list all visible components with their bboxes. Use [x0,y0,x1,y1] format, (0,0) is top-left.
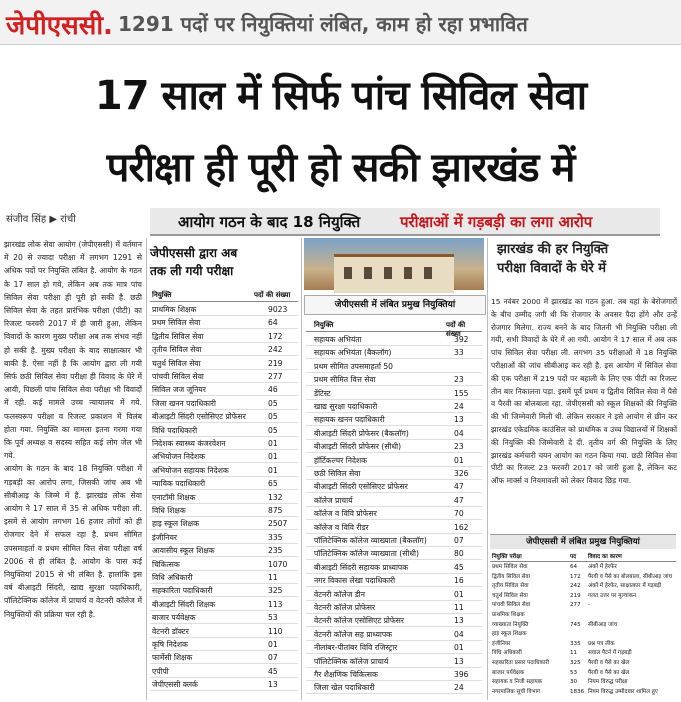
header-value: पदों की संख्या [254,291,291,299]
row-name: बीआइटी सिंदरी एसोसिएट प्रोफेसर [314,482,408,492]
row-exam: विधि अधिकारी [492,650,522,657]
table-row [490,621,676,630]
row-name: कॉलेज व विवि प्रोफेसर [314,509,377,519]
row-dispute: सीबीआइ जांच [588,621,618,628]
row-value: 242 [268,345,283,355]
title-line: जेपीएससी द्वारा अब [150,246,238,260]
row-exam: प्रथम सिविल सेवा [492,564,528,570]
table-row [490,640,676,649]
row-name: हाइ स्कूल शिक्षक [152,519,199,529]
kicker-tag: जेपीएससी. [6,11,113,41]
row-name: बीआइटी सिंदरी शिक्षक [152,599,216,609]
table-row [306,347,482,359]
row-value: 113 [268,599,283,609]
row-value: 396 [454,670,469,679]
table-row [150,358,298,370]
conducted-exams-table [150,238,298,700]
row-name: वेटनरी कॉलेज डीन [314,589,365,599]
disputes-table-title: जेपीएससी में लंबित प्रमुख नियुक्तियां [490,534,676,549]
row-posts: 30 [570,679,578,686]
row-name: अभियोजन सहायक निदेशक [152,465,229,475]
row-value: 155 [454,388,469,398]
header-posts: पद [570,554,577,560]
conducted-exams-title [150,244,298,280]
column-divider [301,238,302,700]
row-name: वेटनरी डॉक्टर [152,626,189,636]
row-exam: सहकारिता प्रसार पदाधिकारी [492,660,550,666]
row-value: 47 [454,482,464,492]
row-name: पॉलिटेक्निक कॉलेज व्याख्याता (सीधी) [314,549,419,559]
row-name: तृतीय सिविल सेवा [152,345,202,355]
table-row [306,481,482,493]
row-name: सिविल जज जूनियर [152,385,206,395]
row-value: 9023 [268,305,288,314]
header-value: पदों की संख्या [446,321,466,338]
table-row [306,508,482,520]
header-name: नियुक्ति [314,321,334,329]
row-name: न्यायिक पदाधिकारी [152,479,206,489]
title-line: तक ली गयी परीक्षा [150,264,234,278]
table-header [490,552,676,562]
table-row [306,522,482,534]
row-value: 05 [268,398,278,408]
row-value: 24 [454,683,464,693]
row-value: 01 [268,640,278,649]
table-row [150,304,298,316]
table-row [306,495,482,507]
table-row [150,331,298,343]
row-dispute: नियम विरुद्ध उम्मीदवार शामिल हुए [588,688,658,695]
row-name: चिकित्सक [152,559,180,569]
table-row [306,468,482,480]
row-value: 325 [268,586,283,596]
table-header [306,321,482,338]
row-name: एपीपी [152,666,169,676]
row-name: प्रथम सिविल सेवा [152,318,201,328]
row-dispute: पैरवी व पैसे का बोलबाला, सीबीआइ जांच [588,573,673,580]
row-name: कृषि निदेशक [152,640,188,649]
row-value: 05 [268,412,278,422]
row-value: 392 [454,335,469,344]
table-row [306,361,482,373]
row-name: चतुर्थ सिविल सेवा [152,358,201,368]
row-name: बीआइटी सिंदरी सहायक प्राध्यापक [314,562,409,572]
row-exam: बाजार पर्यवेक्षक [492,669,525,676]
row-value: 23 [454,375,464,385]
row-name: पांचवी सिविल सेवा [152,372,204,381]
row-name: वेटनरी कॉलेज सह प्राध्यापक [314,629,392,639]
row-exam: तृतीय सिविल सेवा [492,583,529,590]
table-row [150,398,298,410]
row-name: वेटनरी कॉलेज एसोसिएट प्रोफेसर [314,616,404,626]
row-value: 07 [454,536,464,545]
row-name: जेपीएससी क्लर्क [152,680,198,690]
row-name: बीआइटी सिंदरी एसोसिएट प्रोफेसर [152,412,246,422]
table-row [490,582,676,591]
row-name: पॉलिटेक्निक कॉलेज प्राचार्य [314,656,389,666]
jpsc-building-photo [304,238,484,290]
row-dispute: पैरवी व पैसे का खेल [588,669,630,676]
row-value: 33 [454,348,464,358]
table-row [490,573,676,582]
table-row [490,611,676,620]
row-value: 326 [454,469,469,478]
row-value: 11 [268,573,278,582]
table-row [150,626,298,638]
row-name: वेटनरी कॉलेज प्रोफेसर [314,603,376,612]
table-row [306,455,482,467]
row-value: 2507 [268,519,288,529]
row-value: 70 [454,509,464,519]
row-name: गैर शैक्षणिक चिकित्सक [314,670,378,679]
table-row [306,589,482,601]
row-value: 04 [454,629,464,639]
row-value: 13 [268,680,278,690]
row-name: हॉर्टिकल्चर निदेशक [314,455,367,465]
row-dispute: - [588,602,591,609]
row-value: 110 [268,626,283,636]
row-name: नगर विकास लेखा पदाधिकारी [314,576,396,586]
table-row [306,602,482,614]
row-exam: व्याख्याता नियुक्ति [492,621,529,628]
table-row [306,669,482,681]
row-value: 335 [268,532,283,542]
row-dispute: प्रश्न पत्र लीक [588,640,615,647]
right-column-title [497,240,677,278]
strap-part-1: आयोग गठन के बाद 18 नियुक्ति [178,213,361,231]
headline-line-2: परीक्षा ही पूरी हो सकी झारखंड में [106,145,575,191]
table-row [306,388,482,400]
row-dispute: सवाल पैटर्न में गड़बड़ी [588,650,632,657]
table-row [306,615,482,627]
header-dispute: विवाद का कारण [588,554,622,560]
table-row [150,317,298,329]
column-divider [146,238,147,700]
table-row [150,572,298,584]
table-row [490,649,676,658]
table-row [490,601,676,610]
row-value: 13 [454,616,464,626]
row-dispute: पैरवी व पैसे का खेल [588,660,630,666]
table-row [306,629,482,641]
row-name: बीआइटी सिंदरी प्रोफेसर (सीधी) [314,442,402,452]
row-name: बीआइटी सिंदरी प्रोफेसर (बैकलॉग) [314,428,409,438]
row-value: 13 [454,415,464,425]
row-posts: 277 [570,602,581,609]
table-row [150,666,298,678]
table-row [306,535,482,547]
table-row [490,630,676,639]
table-row [150,492,298,504]
header-exam: नियुक्ति परीक्षा [492,554,522,560]
table-row [306,656,482,668]
table-row [306,414,482,426]
row-value: 53 [268,613,278,623]
table-row [150,599,298,611]
row-exam: पांचवी सिविल सेवा [492,602,531,609]
table-row [150,505,298,517]
row-name: पॉलिटेक्निक कॉलेज व्याख्याता (बैकलॉग) [314,536,427,545]
table-row [306,548,482,560]
row-name: सहकारिता पदाधिकारी [152,586,213,596]
row-name: सहायक अभियंता (बैकलॉग) [314,348,392,358]
row-exam: चतुर्थ सिविल सेवा [492,592,528,599]
table-row [150,585,298,597]
table-row [150,344,298,356]
kicker-text: 1291 पदों पर नियुक्तियां लंबित, काम हो रहा प्रभावित [118,12,528,36]
row-name: खाद्य सुरक्षा पदाधिकारी [314,402,378,411]
row-exam: प्राथमिक शिक्षक [492,612,525,618]
row-name: विधि अधिकारी [152,573,193,582]
pending-appointments-caption: जेपीएससी में लंबित प्रमुख नियुक्तियां [304,295,486,315]
table-row [306,401,482,413]
table-row [150,425,298,437]
row-value: 80 [454,549,464,559]
row-value: 11 [454,603,464,612]
table-row [150,518,298,530]
row-value: 45 [268,666,278,676]
table-row [490,592,676,601]
row-name: द्वितीय सिविल सेवा [152,331,204,341]
row-posts: 219 [570,592,581,599]
row-value: 875 [268,506,283,515]
row-name: छठी सिविल सेवा [314,469,361,478]
row-posts: 335 [570,640,581,647]
row-dispute: अंकों में हेरफेर [588,564,617,570]
row-name: फार्मेसी शिक्षक [152,653,193,663]
row-dispute: गलत उत्तर पर मूल्यांकन [588,592,637,599]
row-dispute: अंकों में हेरफेर, साक्षात्कार में गड़बड़ी [588,583,662,590]
row-value: 23 [454,442,464,452]
row-name: आवासीय स्कूल शिक्षक [152,546,215,556]
table-row [490,669,676,678]
kicker-band [0,0,681,45]
body-paragraph: झारखंड लोक सेवा आयोग (जेपीएससी) में वर्तमान में 20 से ज्यादा परीक्षा में लगभग 1291 से अधिक पदों पर नियुक्ति लंबित है. आयोग के गठन के 17 साल हो गये, लेकिन अब तक मात्र पांच सिविल सेवा परीक्षा ही पूरी हो सकी है. छठी सिविल सेवा के तहत प्रारंभिक परीक्षा (पीटी) का रिजल्ट फरवरी 2017 में ही जारी हुआ, लेकिन विवादों के कारण मुख्य परीक्षा अब तक संभव नहीं हो सकी है. मुख्य परीक्षा के बाद साक्षात्कार भी बाकी है. ऐसा नहीं है कि आयोग द्वारा ली गयी सिर्फ छठी सिविल सेवा परीक्षा ही विवाद के घेरे में आयी, पिछली पांच सिविल सेवा परीक्षा भी विवादों में रही. कई मामले उच्च न्यायालय में गये. फलस्वरूप परीक्षा व रिजल्ट प्रकाशन में विलंब होता गया. नियुक्ति का मामला इतना गरमा गया कि पूर्व अध्यक्ष व सदस्य सहित कई लोग जेल भी गये. [4,240,142,461]
row-posts: 325 [570,660,581,666]
row-name: विधि शिक्षक [152,506,186,515]
row-name: एनाटॉमी शिक्षक [152,492,196,502]
row-value: 13 [454,656,464,666]
table-row [150,478,298,490]
table-row [150,384,298,396]
table-row [306,642,482,654]
row-name: निदेशक स्वास्थ्य कंजरवेशन [152,439,226,448]
table-header [150,291,298,302]
sub-headline-strap [150,208,660,236]
table-row [306,428,482,440]
row-value: 01 [268,439,278,448]
headline-line-1: 17 साल में सिर्फ पांच सिविल सेवा [94,73,587,119]
row-name: बाजार पर्यवेक्षक [152,613,196,623]
row-value: 05 [268,425,278,435]
table-row [150,465,298,477]
table-row [150,438,298,450]
row-value: 04 [454,428,464,438]
row-name: प्रथम सीमित उपसमाहर्ता 50 [314,361,393,371]
table-row [306,374,482,386]
row-name: जिला खनन पदाधिकारी [152,398,217,408]
row-exam: हाइ स्कूल शिक्षक [492,631,527,638]
table-row [150,411,298,423]
row-value: 01 [454,455,464,465]
title-line: परीक्षा विवादों के घेरे में [497,261,607,276]
row-value: 46 [268,385,278,395]
table-row [306,562,482,574]
row-name: जिला खेल पदाधिकारी [314,683,375,693]
row-posts: 53 [570,669,578,676]
body-paragraph: आयोग के गठन के बाद 18 नियुक्ति परीक्षा में गड़बड़ी का आरोप लगा, जिसकी जांच अब भी सीबीआइ के जिम्मे में है. झारखंड लोक सेवा आयोग ने 17 साल में 35 से अधिक परीक्षा ली. इसमें से आयोग लगभग 16 हजार लोगों को ही रोजगार देने में सफल रहा है. प्रथम सीमित उपसमाहर्ता व प्रथम सीमित वित्त सेवा परीक्षा वर्ष 2006 से ही लंबित है. आयोग के पास कई नियुक्तियां 2015 से भी लंबित है. हालांकि इस वर्ष बीआइटी सिंदरी, खाद्य सुरक्षा पदाधिकारी, पॉलिटेक्निक कॉलेज में प्राचार्य व वेटनरी कॉलेज में नियुक्तियों की प्रक्रिया चल रही है. [4,464,142,619]
row-posts: 11 [570,650,578,657]
row-posts: 745 [570,621,581,628]
row-value: 65 [268,479,278,489]
header-name: नियुक्ति [152,291,172,299]
table-row [150,451,298,463]
row-value: 01 [454,589,464,599]
row-value: 277 [268,372,283,381]
table-row [150,371,298,383]
row-name: प्रथम सीमित वित्त सेवा [314,375,376,385]
table-row [150,532,298,544]
row-value: 24 [454,402,464,411]
row-exam: नगरपालिक सूची विभाग [492,688,541,695]
table-row [306,575,482,587]
row-name: विधि पदाधिकारी [152,425,198,435]
table-row [150,639,298,651]
row-value: 162 [454,522,469,532]
table-row [490,688,676,697]
row-name: प्राथमिक शिक्षक [152,305,197,314]
row-value: 1070 [268,559,288,569]
row-value: 172 [268,331,283,341]
row-value: 47 [454,495,464,505]
table-row [490,678,676,687]
row-name: सहायक अभियंता [314,335,362,344]
row-exam: इंजीनियर [492,640,511,647]
table-row [306,682,482,694]
table-row [490,563,676,572]
table-row [150,652,298,664]
table-row [490,659,676,668]
title-line: झारखंड की हर नियुक्ति [497,242,609,257]
row-posts: 64 [570,564,578,570]
row-value: 132 [268,492,283,502]
row-value: 07 [268,653,278,663]
row-value: 219 [268,358,283,368]
row-value: 64 [268,318,278,328]
row-value: 45 [454,562,464,572]
row-exam: सहायक व निजी सहायक [492,679,543,686]
building-shape [334,254,454,293]
row-name: कॉलेज व विवि रीडर [314,522,369,532]
row-value: 16 [454,576,464,586]
row-exam: द्वितीय सिविल सेवा [492,573,531,580]
table-row [150,679,298,691]
row-value: 01 [268,452,278,462]
byline: संजीव सिंह ▶ रांची [6,214,76,225]
article-body-left [4,238,142,621]
row-name: डेंटिस्ट [314,388,331,398]
column-divider [487,238,488,700]
row-name: नीलांबर-पीतांबर विवि रजिस्ट्रार [314,643,398,653]
row-value: 235 [268,546,283,556]
strap-part-2: परीक्षाओं में गड़बड़ी का लगा आरोप [400,213,593,231]
row-name: इंजीनियर [152,532,178,542]
row-posts: 172 [570,573,581,580]
row-name: कॉलेज प्राचार्य [314,495,353,505]
row-name: अभियोजन निदेशक [152,452,205,462]
table-row [306,334,482,346]
table-row [150,545,298,557]
row-dispute: नियम विरुद्ध परीक्षा [588,679,628,686]
row-posts: 242 [570,583,581,590]
table-row [306,441,482,453]
row-value: 01 [268,465,278,475]
row-name: सहायक खनन पदाधिकारी [314,415,385,425]
right-column-body: 15 नवंबर 2000 में झारखंड का गठन हुआ. तब यहां के बेरोजगारों के बीच उम्मीद जगी थी कि रोजगार के अवसर पैदा होंगे और उन्हें रोजगार मिलेगा. राज्य बनने के बाद जितनी भी नियुक्ति परीक्षा ली गयी, सभी विवादों के घेरे में आ गयी. आयोग ने 17 साल में अब तक पांच सिविल सेवा परीक्षा ली. लगभग 35 परीक्षाओं में 18 नियुक्ति परीक्षाओं की जांच सीबीआइ कर रही है. इस आयोग में सिविल सेवा की एक परीक्षा में 219 पदों पर बहाली के लिए एक पीटी का रिजल्ट तीन बार निकालना पड़ा. इसमें पूर्व प्रथम व द्वितीय सिविल सेवा में पैसे व पैरवी का बोलबाला रहा. जेपीएससी को स्कूल शिक्षकों की नियुक्ति की भी जिम्मेवारी मिली थी. लेकिन सरकार ने इसे आयोग से छीन कर झारखंड एकेडमिक काउंसिल को प्राथमिक व उच्च विद्यालयों में शिक्षकों की नियुक्ति की जिम्मेवारी दे दी. तृतीय वर्ग की नियुक्ति के लिए झारखंड कर्मचारी चयन आयोग का गठन किया गया. छठी सिविल सेवा पीटी का रिजल्ट 23 फरवरी 2017 को जारी हुआ है, लेकिन कट ऑफ मार्क्स व नियमावली को लेकर विवाद छिड़ गया. [491,297,677,486]
table-row [150,559,298,571]
row-value: 01 [454,643,464,653]
table-row [150,612,298,624]
row-posts: 1836 [570,688,585,695]
